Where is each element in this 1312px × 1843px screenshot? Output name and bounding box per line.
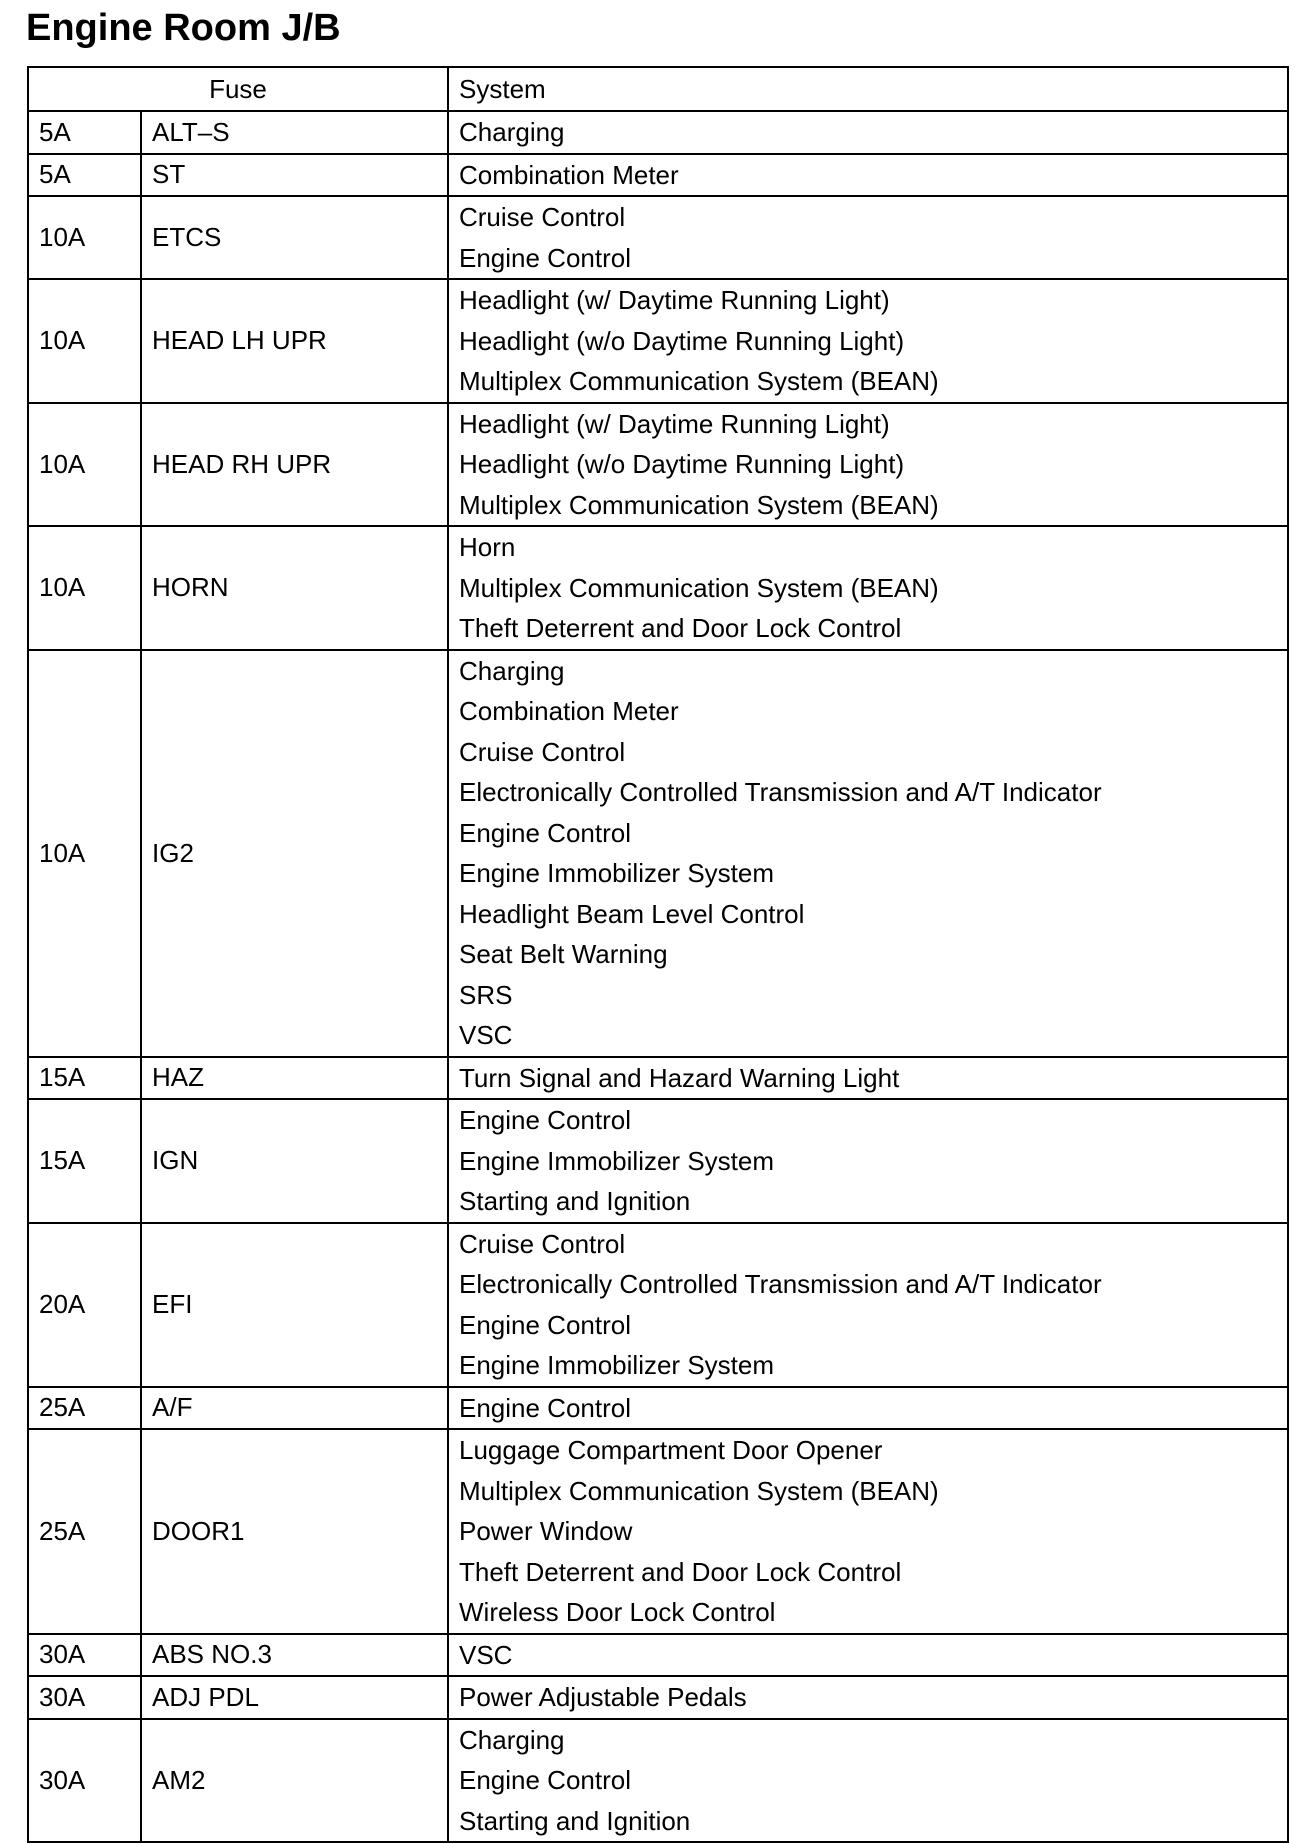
system-item: Luggage Compartment Door Opener: [459, 1435, 883, 1465]
page-title: Engine Room J/B: [26, 7, 341, 49]
system-item: Multiplex Communication System (BEAN): [459, 1475, 939, 1506]
system-list: [448, 1387, 1288, 1430]
fuse-table-body: [28, 111, 1288, 1842]
system-item: Engine Immobilizer System: [459, 858, 774, 888]
fuse-amperage: 30A: [28, 1676, 141, 1719]
fuse-amperage: 15A: [28, 1057, 141, 1100]
system-item: Engine Immobilizer System: [459, 1145, 774, 1176]
system-item: Engine Control: [459, 242, 631, 273]
fuse-name: AM2: [141, 1719, 448, 1843]
fuse-name: ADJ PDL: [141, 1676, 448, 1719]
fuse-amperage: 10A: [28, 403, 141, 527]
system-item: VSC: [459, 1020, 513, 1050]
fuse-name: HEAD LH UPR: [141, 279, 448, 403]
table-row: [28, 1634, 1288, 1677]
table-row: [28, 1429, 1288, 1634]
system-item: Engine Control: [459, 1765, 631, 1795]
fuse-amperage: 5A: [28, 154, 141, 197]
fuse-name: IG2: [141, 650, 448, 1057]
table-row: [28, 154, 1288, 197]
system-item: Cruise Control: [459, 202, 626, 232]
system-item: Theft Deterrent and Door Lock Control: [459, 613, 902, 643]
system-item: Multiplex Communication System (BEAN): [459, 366, 939, 396]
system-item: Theft Deterrent and Door Lock Control: [459, 1556, 902, 1587]
fuse-name: HORN: [141, 526, 448, 650]
system-list: [448, 526, 1288, 650]
table-row: [28, 1387, 1288, 1430]
system-item: Starting and Ignition: [459, 1805, 691, 1836]
table-row: [28, 1099, 1288, 1223]
table-row: [28, 196, 1288, 279]
table-row: [28, 526, 1288, 650]
table-row: [28, 1057, 1288, 1100]
system-item: Cruise Control: [459, 1228, 626, 1259]
system-list: [448, 1676, 1288, 1719]
fuse-amperage: 5A: [28, 111, 141, 154]
system-item: Charging: [459, 117, 565, 147]
fuse-name: A/F: [141, 1387, 448, 1430]
system-item: Charging: [459, 1724, 565, 1755]
fuse-name: ETCS: [141, 196, 448, 279]
system-item: Headlight (w/ Daytime Running Light): [459, 285, 890, 315]
system-item: Power Window: [459, 1516, 633, 1546]
fuse-amperage: 25A: [28, 1387, 141, 1430]
system-list: [448, 1429, 1288, 1634]
system-item: Headlight Beam Level Control: [459, 898, 805, 929]
table-row: [28, 1719, 1288, 1843]
fuse-amperage: 20A: [28, 1223, 141, 1387]
fuse-amperage: 10A: [28, 196, 141, 279]
system-item: VSC: [459, 1639, 513, 1670]
system-item: Charging: [459, 655, 565, 686]
system-list: [448, 1634, 1288, 1677]
fuse-column-header: Fuse: [28, 67, 448, 111]
system-item: Headlight (w/o Daytime Running Light): [459, 449, 905, 479]
system-item: SRS: [459, 979, 513, 1010]
system-list: [448, 1099, 1288, 1223]
table-row: [28, 279, 1288, 403]
system-item: Engine Control: [459, 1105, 631, 1135]
table-row: [28, 1676, 1288, 1719]
table-row: [28, 650, 1288, 1057]
fuse-name: ALT–S: [141, 111, 448, 154]
system-list: [448, 1223, 1288, 1387]
system-item: Combination Meter: [459, 159, 679, 190]
fuse-amperage: 10A: [28, 526, 141, 650]
fuse-name: DOOR1: [141, 1429, 448, 1634]
system-list: [448, 154, 1288, 197]
fuse-amperage: 10A: [28, 279, 141, 403]
system-column-header: System: [448, 67, 1288, 111]
system-item: Headlight (w/ Daytime Running Light): [459, 408, 890, 439]
system-item: Engine Immobilizer System: [459, 1350, 774, 1380]
table-row: [28, 403, 1288, 527]
system-item: Starting and Ignition: [459, 1186, 691, 1216]
system-item: Headlight (w/o Daytime Running Light): [459, 325, 905, 356]
system-list: [448, 1057, 1288, 1100]
system-item: Seat Belt Warning: [459, 939, 668, 969]
system-item: Multiplex Communication System (BEAN): [459, 572, 939, 603]
system-list: [448, 403, 1288, 527]
system-item: Electronically Controlled Transmission and A/T Indicator: [459, 1269, 1102, 1299]
system-item: Combination Meter: [459, 696, 679, 726]
system-list: [448, 196, 1288, 279]
fuse-name: ABS NO.3: [141, 1634, 448, 1677]
fuse-name: ST: [141, 154, 448, 197]
fuse-name: IGN: [141, 1099, 448, 1223]
system-item: Horn: [459, 532, 516, 562]
fuse-amperage: 25A: [28, 1429, 141, 1634]
system-item: Engine Control: [459, 1309, 631, 1340]
fuse-amperage: 10A: [28, 650, 141, 1057]
system-item: Engine Control: [459, 1392, 631, 1423]
fuse-amperage: 30A: [28, 1634, 141, 1677]
system-item: Multiplex Communication System (BEAN): [459, 489, 939, 520]
system-list: [448, 650, 1288, 1057]
fuse-name: HEAD RH UPR: [141, 403, 448, 527]
system-item: Wireless Door Lock Control: [459, 1597, 776, 1627]
table-row: [28, 1223, 1288, 1387]
fuse-name: EFI: [141, 1223, 448, 1387]
system-item: Turn Signal and Hazard Warning Light: [459, 1062, 900, 1093]
table-header-row: [28, 67, 1288, 111]
fuse-amperage: 15A: [28, 1099, 141, 1223]
fuse-table: [27, 66, 1289, 1843]
system-item: Engine Control: [459, 817, 631, 848]
fuse-name: HAZ: [141, 1057, 448, 1100]
system-list: [448, 279, 1288, 403]
fuse-amperage: 30A: [28, 1719, 141, 1843]
system-list: [448, 1719, 1288, 1843]
table-row: [28, 111, 1288, 154]
system-item: Power Adjustable Pedals: [459, 1682, 747, 1712]
system-item: Cruise Control: [459, 736, 626, 767]
system-list: [448, 111, 1288, 154]
system-item: Electronically Controlled Transmission and A/T Indicator: [459, 777, 1102, 807]
